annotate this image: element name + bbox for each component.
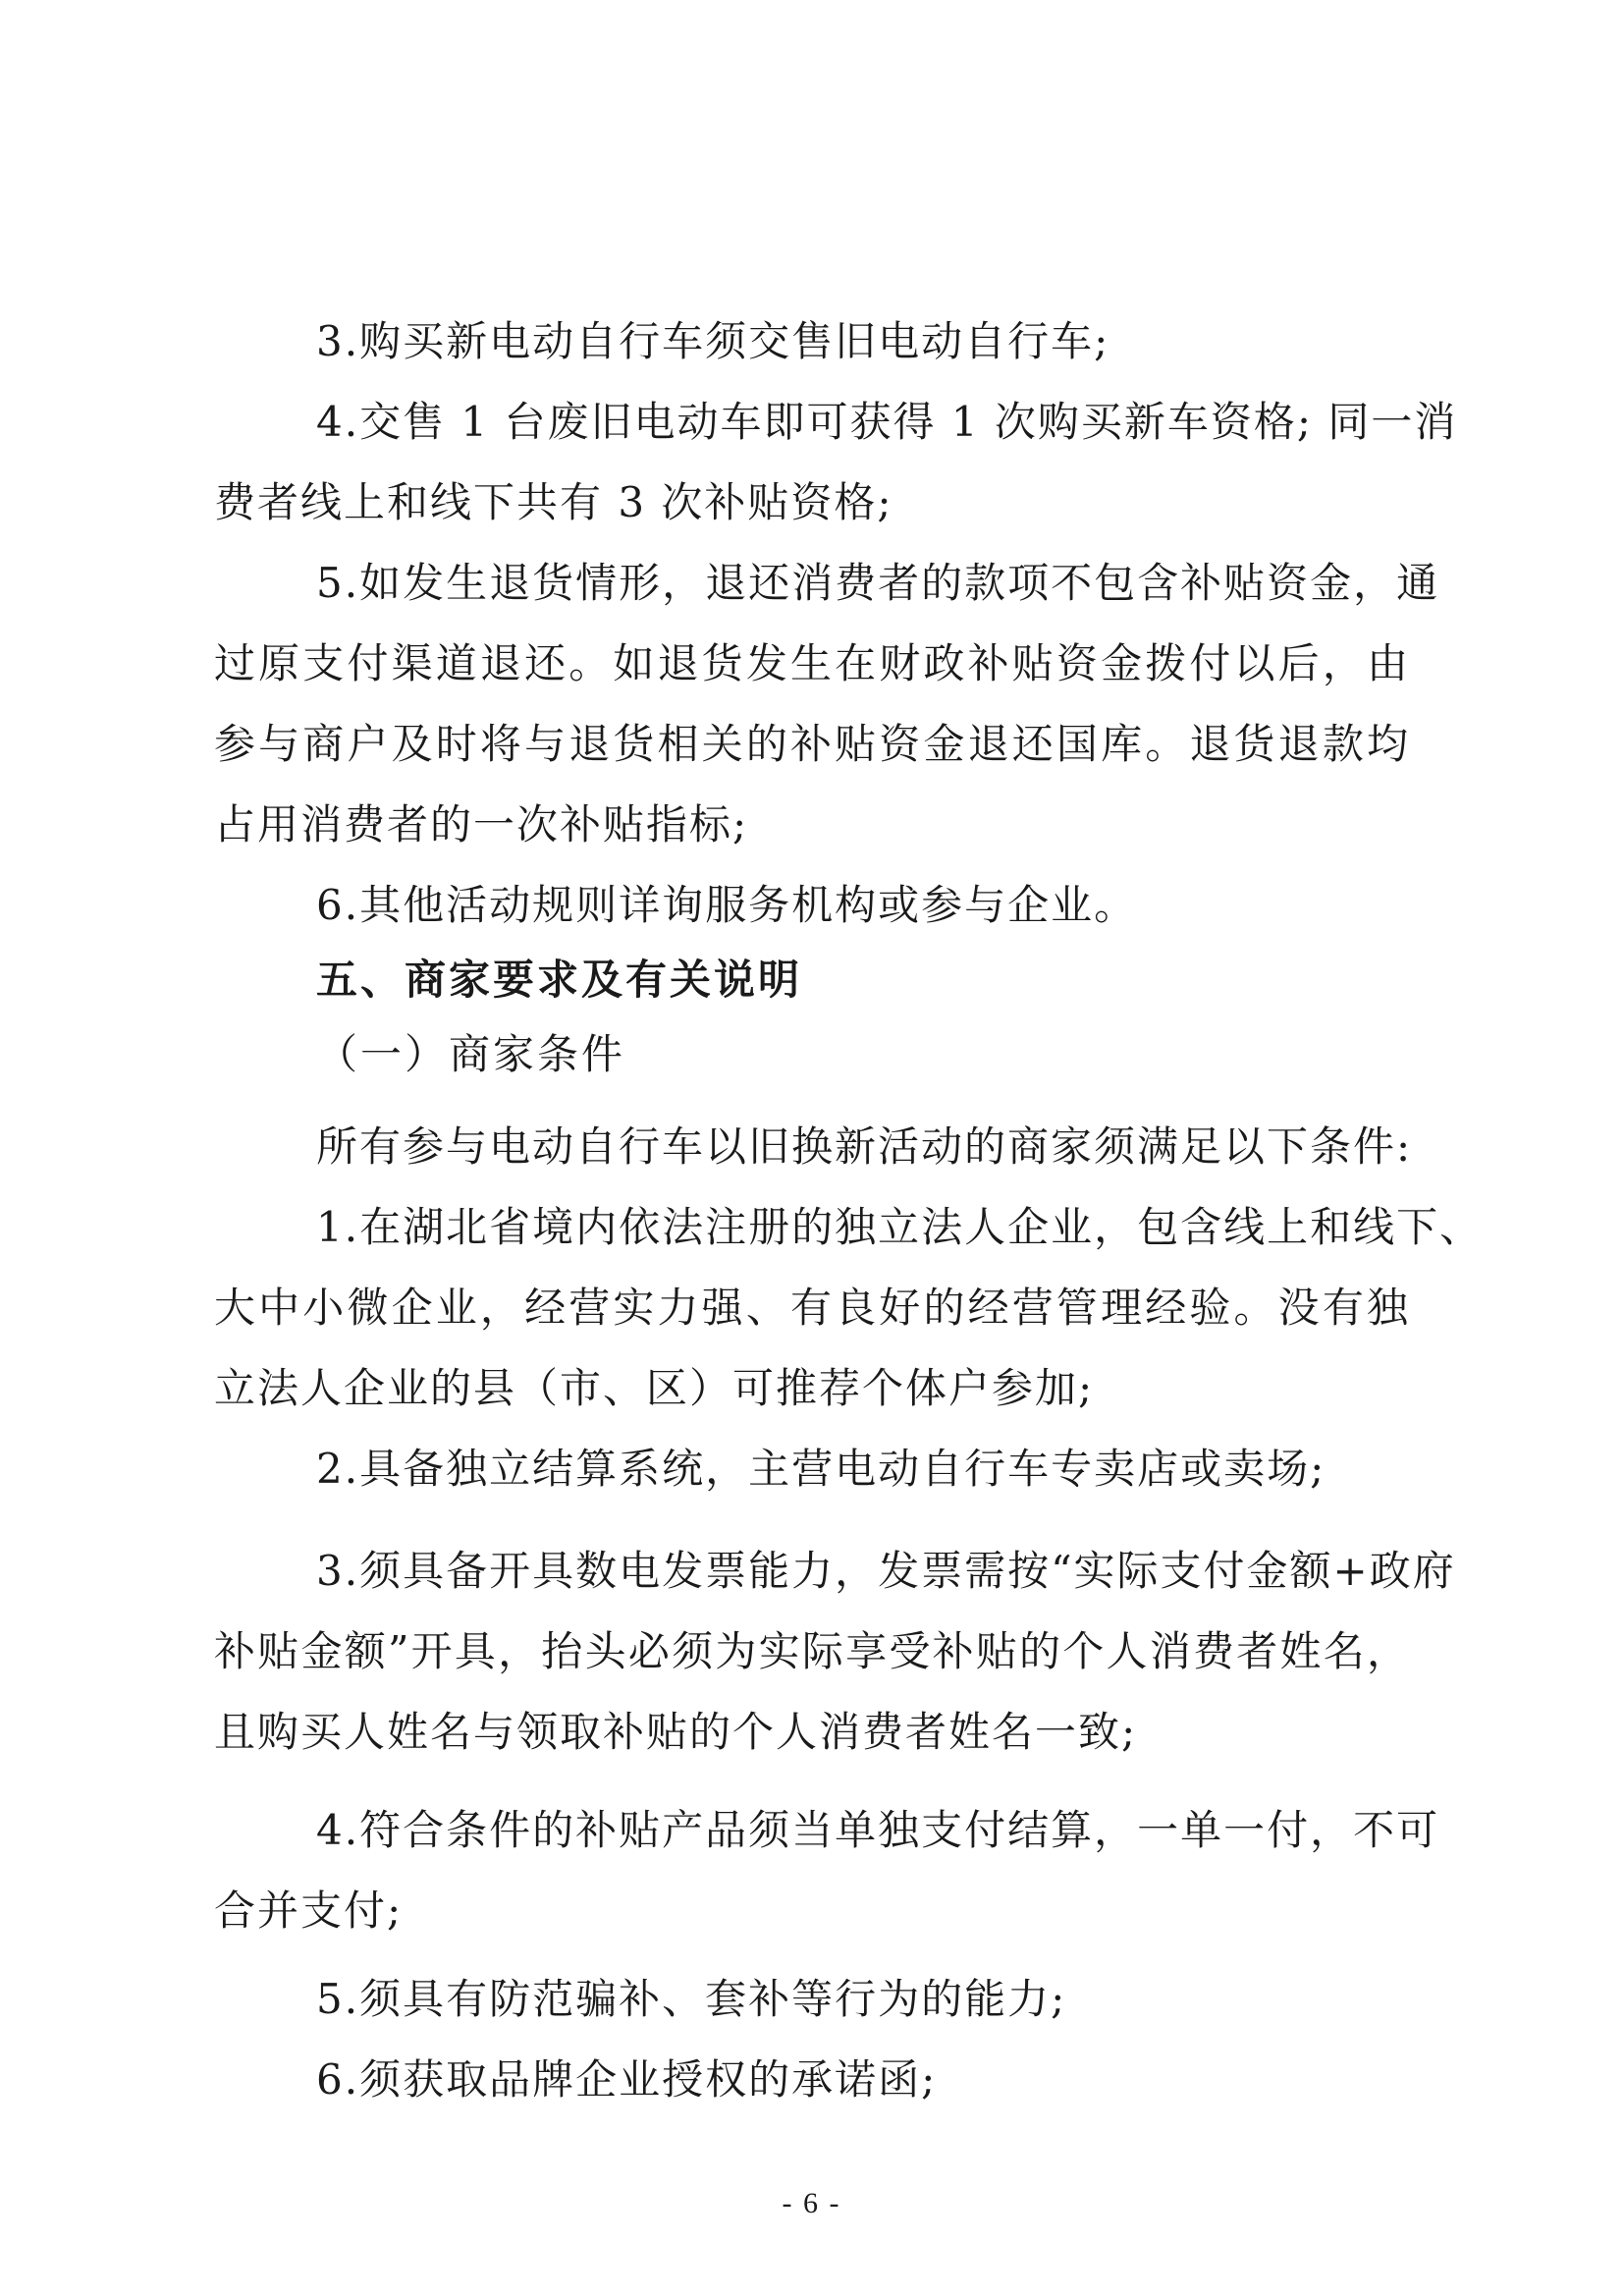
section-heading: 五、商家要求及有关说明 bbox=[316, 956, 803, 1004]
condition-line-text: 1.在湖北省境内依法注册的独立法人企业，包含线上和线下、 bbox=[316, 1203, 1484, 1251]
condition-line bbox=[316, 1805, 1440, 1856]
condition-line bbox=[214, 1626, 1410, 1677]
page-number: - 6 - bbox=[782, 2187, 841, 2219]
condition-line: 2.具备独立结算系统，主营电动自行车专卖店或卖场; bbox=[316, 1445, 1326, 1493]
paragraph-line bbox=[316, 558, 1440, 609]
paragraph-line-text: 4.交售 1 台废旧电动车即可获得 1 次购买新车资格; 同一消 bbox=[316, 398, 1458, 446]
condition-line: 且购买人姓名与领取补贴的个人消费者姓名一致; bbox=[214, 1708, 1138, 1756]
condition-line-text: 4.符合条件的补贴产品须当单独支付结算，一单一付，不可 bbox=[316, 1806, 1440, 1854]
intro-paragraph: 所有参与电动自行车以旧换新活动的商家须满足以下条件: bbox=[316, 1122, 1413, 1171]
condition-line-text: 大中小微企业，经营实力强、有良好的经营管理经验。没有独 bbox=[214, 1284, 1410, 1332]
condition-line-text: 3.须具备开具数电发票能力，发票需按“实际支付金额+政府 bbox=[316, 1547, 1456, 1595]
condition-line: 5.须具有防范骗补、套补等行为的能力; bbox=[316, 1975, 1067, 2023]
paragraph-line: 3.购买新电动自行车须交售旧电动自行车; bbox=[316, 317, 1110, 365]
condition-line bbox=[316, 1546, 1456, 1597]
paragraph-line: 费者线上和线下共有 3 次补贴资格; bbox=[214, 478, 893, 526]
paragraph-line: 占用消费者的一次补贴指标; bbox=[214, 800, 749, 848]
paragraph-line-text: 过原支付渠道退还。如退货发生在财政补贴资金拨付以后，由 bbox=[214, 639, 1410, 687]
paragraph-line bbox=[316, 397, 1458, 448]
condition-line-text: 补贴金额”开具，抬头必须为实际享受补贴的个人消费者姓名， bbox=[214, 1627, 1410, 1675]
condition-line bbox=[214, 1283, 1410, 1334]
paragraph-line-text: 5.如发生退货情形，退还消费者的款项不包含补贴资金，通 bbox=[316, 559, 1440, 607]
paragraph-line bbox=[214, 638, 1410, 689]
condition-line: 6.须获取品牌企业授权的承诺函; bbox=[316, 2055, 938, 2104]
condition-line bbox=[316, 1202, 1484, 1253]
condition-line: 立法人企业的县（市、区）可推荐个体户参加; bbox=[214, 1364, 1095, 1412]
paragraph-line: 6.其他活动规则详询服务机构或参与企业。 bbox=[316, 881, 1138, 929]
paragraph-line bbox=[214, 719, 1410, 770]
paragraph-line-text: 参与商户及时将与退货相关的补贴资金退还国库。退货退款均 bbox=[214, 720, 1410, 768]
subsection-heading: （一）商家条件 bbox=[316, 1030, 626, 1078]
condition-line: 合并支付; bbox=[214, 1886, 404, 1935]
